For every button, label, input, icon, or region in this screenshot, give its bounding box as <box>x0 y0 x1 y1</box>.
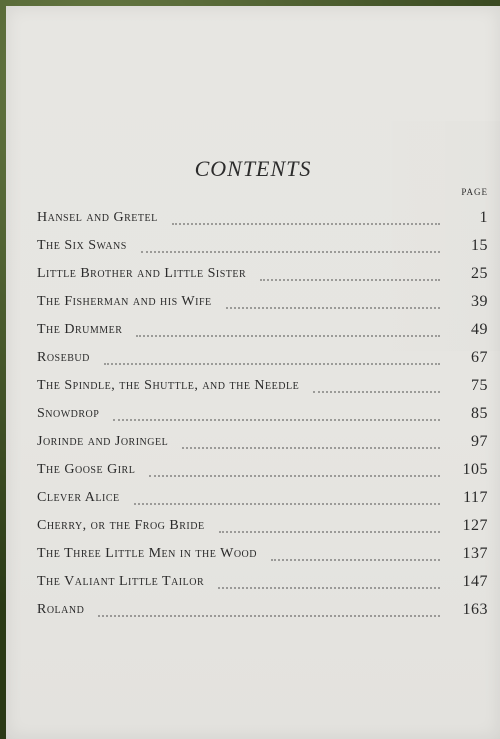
toc-entry-title: Hansel and Gretel <box>37 210 158 225</box>
toc-entry-page: 49 <box>471 321 488 338</box>
toc-entry <box>37 344 488 372</box>
toc-entry-title: Cherry, or the Frog Bride <box>37 518 205 533</box>
toc-entry-title: The Spindle, the Shuttle, and the Needle <box>37 378 300 393</box>
toc-entry-page: 1 <box>479 209 488 226</box>
leader-dots <box>219 530 440 533</box>
page-title: CONTENTS <box>194 156 312 181</box>
toc-entry-title: Snowdrop <box>37 406 100 421</box>
toc-entry <box>37 316 488 344</box>
toc-entry-title: Clever Alice <box>37 490 120 505</box>
toc-entry <box>37 596 488 624</box>
toc-entry-title: The Fisherman and his Wife <box>37 294 212 309</box>
toc-entry-page: 15 <box>471 237 488 254</box>
toc-entry <box>37 512 488 540</box>
toc-entry-title: The Valiant Little Tailor <box>37 574 205 589</box>
toc-entry <box>37 288 488 316</box>
toc-entry-page: 127 <box>462 517 488 534</box>
toc-entry-page: 25 <box>471 265 488 282</box>
toc-entry-page: 39 <box>471 293 488 310</box>
toc-entry-title: The Drummer <box>37 322 123 337</box>
toc-entry-page: 67 <box>471 349 488 366</box>
leader-dots <box>134 502 440 505</box>
leader-dots <box>172 222 440 225</box>
toc-entry-page: 97 <box>471 433 488 450</box>
book-page <box>6 6 500 739</box>
toc-entry-title: Roland <box>37 602 85 617</box>
toc-entry <box>37 540 488 568</box>
leader-dots <box>136 334 440 337</box>
toc-entry-title: Jorinde and Joringel <box>37 434 169 449</box>
toc-entry <box>37 260 488 288</box>
toc-entry-page: 163 <box>462 601 488 618</box>
leader-dots <box>141 250 440 253</box>
leader-dots <box>113 418 440 421</box>
toc-entry <box>37 456 488 484</box>
leader-dots <box>182 446 440 449</box>
leader-dots <box>313 390 440 393</box>
toc-entry-page: 75 <box>471 377 488 394</box>
page-column-label: PAGE <box>461 187 488 197</box>
toc-entry-page: 137 <box>462 545 488 562</box>
toc-entry-title: The Six Swans <box>37 238 127 253</box>
toc-entry <box>37 204 488 232</box>
toc-entry-page: 105 <box>462 461 488 478</box>
leader-dots <box>98 614 440 617</box>
toc-entry <box>37 568 488 596</box>
table-of-contents <box>37 204 488 624</box>
toc-entry <box>37 372 488 400</box>
leader-dots <box>271 558 440 561</box>
toc-entry-page: 117 <box>463 489 488 506</box>
leader-dots <box>104 362 440 365</box>
leader-dots <box>218 586 440 589</box>
toc-entry <box>37 484 488 512</box>
toc-entry-title: Rosebud <box>37 350 90 365</box>
toc-entry-page: 85 <box>471 405 488 422</box>
leader-dots <box>260 278 440 281</box>
toc-entry <box>37 232 488 260</box>
toc-entry-title: The Goose Girl <box>37 462 136 477</box>
leader-dots <box>149 474 440 477</box>
toc-entry-title: The Three Little Men in the Wood <box>37 546 257 561</box>
toc-entry <box>37 428 488 456</box>
leader-dots <box>226 306 440 309</box>
toc-entry <box>37 400 488 428</box>
toc-entry-title: Little Brother and Little Sister <box>37 266 247 281</box>
toc-entry-page: 147 <box>462 573 488 590</box>
